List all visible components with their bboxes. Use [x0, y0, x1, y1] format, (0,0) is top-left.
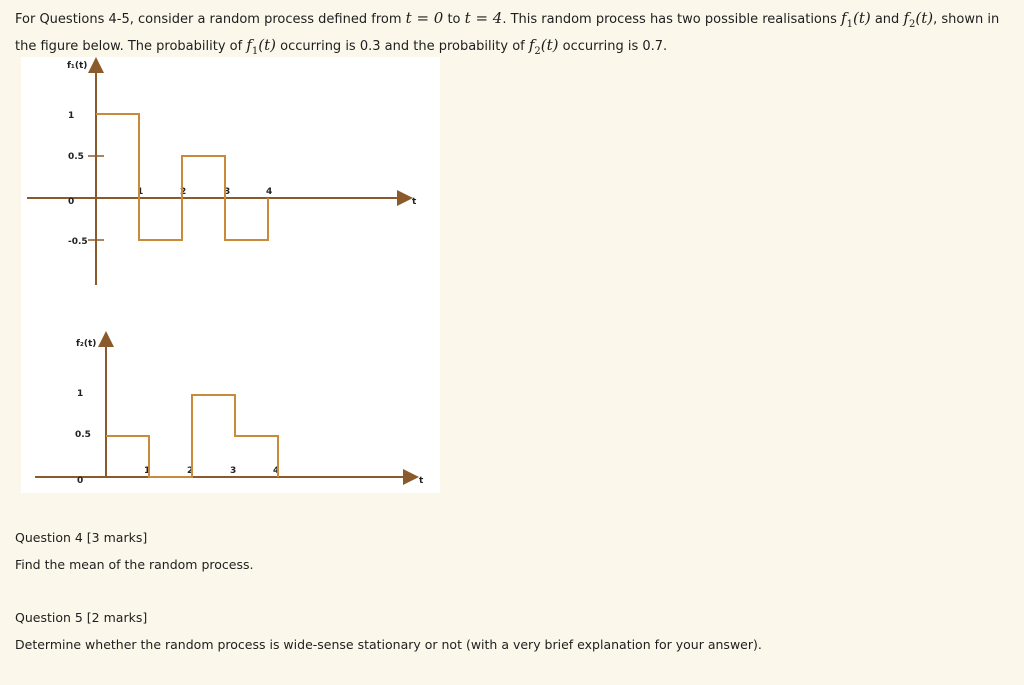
f1-ytick-0: 0: [68, 197, 75, 207]
f2-signal-trace: [106, 395, 278, 477]
signal-plots-svg: [21, 57, 440, 493]
f1-x-label: t: [412, 197, 417, 207]
question-4-heading: Question 4 [3 marks]: [15, 530, 148, 545]
question-intro: [15, 8, 1015, 62]
math-t-4: t = 4: [464, 9, 503, 27]
f2-x-label: t: [419, 476, 424, 486]
f1-xtick-2: 2: [180, 187, 187, 197]
f2-y-label: f₂(t): [76, 339, 97, 349]
f1-ytick-neg-half: -0.5: [68, 237, 88, 247]
intro-text-5: , shown in the figure below. The probability of: [15, 12, 1000, 54]
math-t-0: t = 0: [405, 9, 444, 27]
f2-ytick-0: 0: [77, 476, 84, 486]
intro-text-4: and: [870, 12, 904, 27]
question-5-text: Determine whether the random process is wide-sense stationary or not (with a very brief explanation for your answer).: [15, 637, 762, 652]
f1-xtick-4: 4: [266, 187, 273, 197]
f1-ytick-half: 0.5: [68, 152, 84, 162]
intro-text-6: occurring is 0.3 and the probability of: [276, 39, 529, 54]
intro-text-2: to: [443, 12, 465, 27]
f1-xtick-3: 3: [224, 187, 231, 197]
intro-text-7: occurring is 0.7.: [558, 39, 668, 54]
math-f2-b: $f_2(t)$: [528, 36, 559, 57]
math-f1: $f_1(t)$: [841, 9, 871, 30]
f2-xtick-4: 4: [273, 466, 280, 476]
math-f2: $f_2(t)$: [903, 9, 934, 30]
f2-ytick-half: 0.5: [75, 430, 91, 440]
f2-xtick-3: 3: [230, 466, 237, 476]
f2-xtick-1: 1: [144, 466, 151, 476]
f1-signal-trace: [96, 114, 268, 240]
math-f1-b: $f_1(t)$: [246, 36, 276, 57]
intro-text-1: For Questions 4-5, consider a random process defined from: [15, 12, 406, 27]
f1-y-label: f₁(t): [67, 61, 88, 71]
f2-ytick-1: 1: [77, 389, 84, 399]
f1-xtick-1: 1: [137, 187, 144, 197]
question-5-heading: Question 5 [2 marks]: [15, 610, 148, 625]
intro-text-3: . This random process has two possible realisations: [502, 12, 842, 27]
question-4-text: Find the mean of the random process.: [15, 557, 254, 572]
signal-figure: [21, 57, 440, 493]
f1-ytick-1: 1: [68, 111, 75, 121]
f2-xtick-2: 2: [187, 466, 194, 476]
